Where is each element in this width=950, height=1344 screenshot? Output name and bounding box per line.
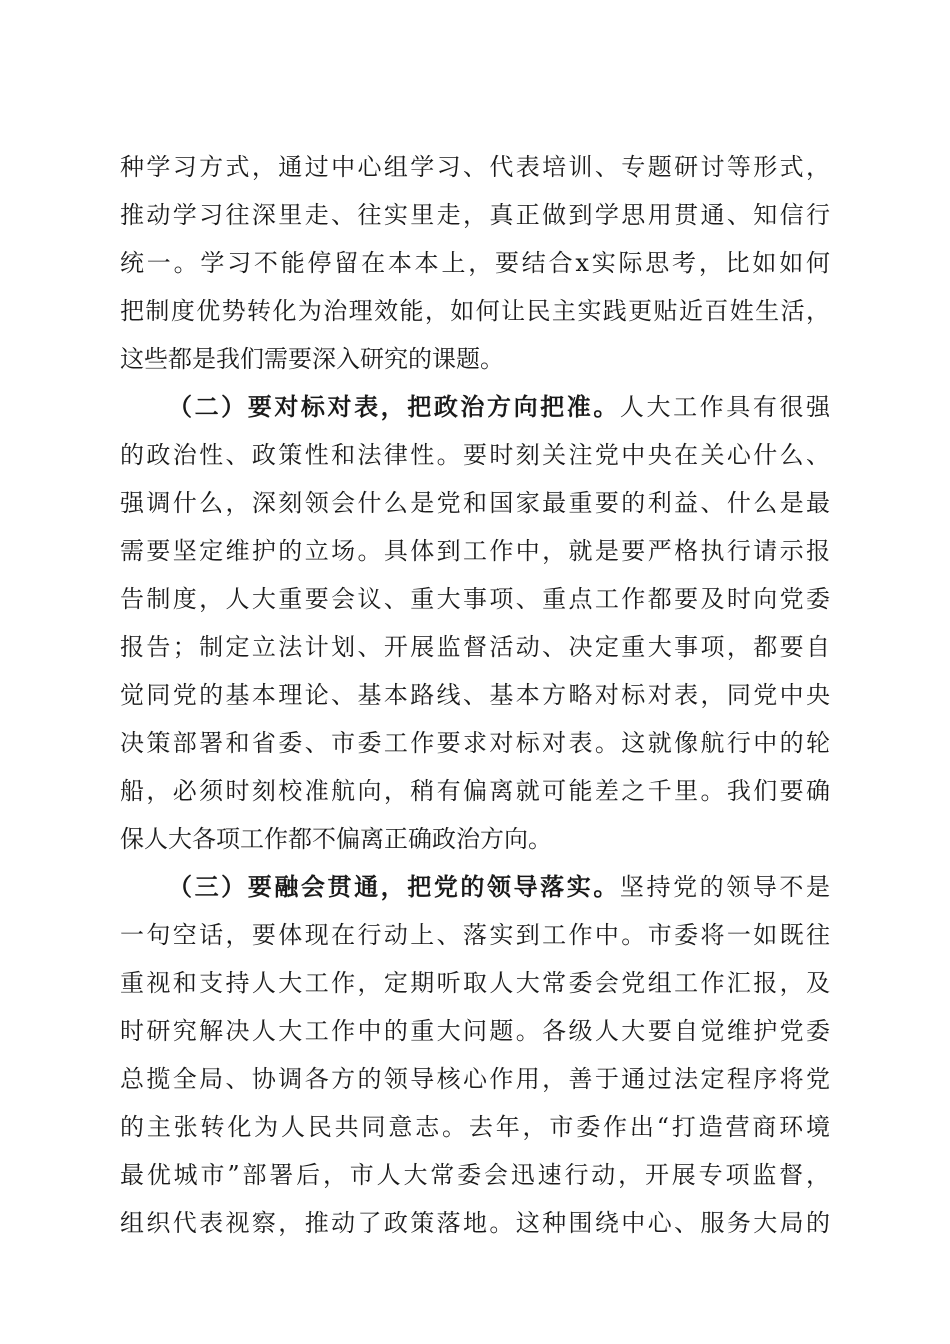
section-heading-3: （三）要融会贯通，把党的领导落实。 <box>168 873 620 901</box>
text-line: 的政治性、政策性和法律性。要时刻关注党中央在关心什么、 <box>120 441 830 469</box>
text-line: 船，必须时刻校准航向，稍有偏离就可能差之千里。我们要确 <box>120 777 830 805</box>
paragraph-first-line <box>168 863 830 911</box>
text-line: 重视和支持人大工作，定期听取人大常委会党组工作汇报，及 <box>120 969 830 997</box>
text-line: 把制度优势转化为治理效能，如何让民主实践更贴近百姓生活， <box>120 297 830 325</box>
text-line: 推动学习往深里走、往实里走，真正做到学思用贯通、知信行 <box>120 201 830 229</box>
text-line: 总揽全局、协调各方的领导核心作用，善于通过法定程序将党 <box>120 1065 830 1093</box>
text-line: 报告；制定立法计划、开展监督活动、决定重大事项，都要自 <box>120 633 830 661</box>
text-line: 这些都是我们需要深入研究的课题。 <box>120 345 504 373</box>
text-line: 种学习方式，通过中心组学习、代表培训、专题研讨等形式， <box>120 153 830 181</box>
text-line: 组织代表视察，推动了政策落地。这种围绕中心、服务大局的 <box>120 1209 830 1237</box>
text-line: 需要坚定维护的立场。具体到工作中，就是要严格执行请示报 <box>120 537 830 565</box>
text-line: 的主张转化为人民共同意志。去年，市委作出“打造营商环境 <box>120 1113 830 1141</box>
text-line: 统一。学习不能停留在本本上，要结合x实际思考，比如如何 <box>120 249 830 277</box>
section-heading-2: （二）要对标对表，把政治方向把准。 <box>168 393 620 421</box>
text-line: 最优城市”部署后，市人大常委会迅速行动，开展专项监督， <box>120 1161 830 1189</box>
text-line: 一句空话，要体现在行动上、落实到工作中。市委将一如既往 <box>120 921 830 949</box>
text-line: 强调什么，深刻领会什么是党和国家最重要的利益、什么是最 <box>120 489 830 517</box>
text-span: 坚持党的领导不是 <box>619 873 831 901</box>
text-line: 告制度，人大重要会议、重大事项、重点工作都要及时向党委 <box>120 585 830 613</box>
paragraph-first-line <box>168 383 830 431</box>
text-span: 人大工作具有很强 <box>619 393 831 421</box>
text-line: 觉同党的基本理论、基本路线、基本方略对标对表，同党中央 <box>120 681 830 709</box>
text-line: 决策部署和省委、市委工作要求对标对表。这就像航行中的轮 <box>120 729 830 757</box>
text-line: 保人大各项工作都不偏离正确政治方向。 <box>120 825 552 853</box>
text-line: 时研究解决人大工作中的重大问题。各级人大要自觉维护党委 <box>120 1017 830 1045</box>
